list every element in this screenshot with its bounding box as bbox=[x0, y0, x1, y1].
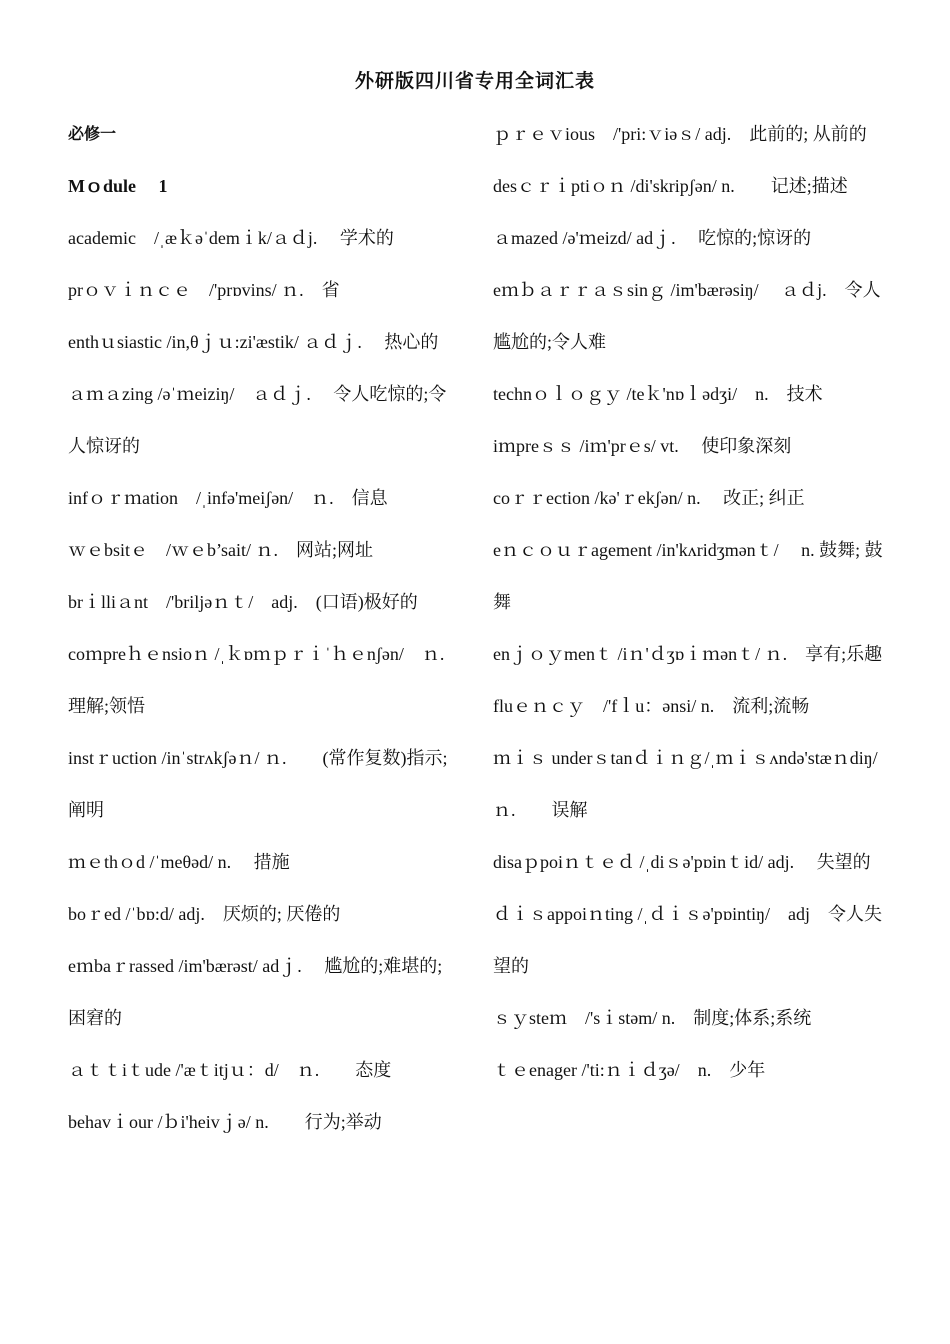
section-heading: Mｏdule 1 bbox=[68, 176, 168, 196]
vocab-entry: ｄｉｓappoiｎting /ˌｄｉｓə'pɒintiŋ/ adj 令人失望的 bbox=[493, 904, 883, 976]
vocab-entry: technｏｌｏｇｙ /teｋ'nɒｌədʒi/ n. 技术 bbox=[493, 384, 823, 404]
vocab-entry: ａmazed /ə'ｍeizd/ adｊ. 吃惊的;惊讶的 bbox=[493, 228, 812, 248]
section-heading: 必修一 bbox=[68, 124, 117, 143]
vocab-entry: ｐｒｅｖious /'pri:ｖiəｓ/ adj. 此前的; 从前的 bbox=[493, 124, 867, 144]
vocab-entry: eｍbaｒrassed /im'bærəst/ adｊ. 尴尬的;难堪的;困窘的 bbox=[68, 956, 443, 1028]
vocab-entry: fluｅｎｃｙ /'fｌu：ənsi/ n. 流利;流畅 bbox=[493, 696, 810, 716]
vocab-entry: behavｉour /ｂi'heivｊə/ n. 行为;举动 bbox=[68, 1112, 382, 1132]
vocab-entry: academic /ˌæｋəˈdemｉk/ａｄj. 学术的 bbox=[68, 228, 394, 248]
vocab-entry: ｍｅthｏd /ˈmeθəd/ n. 措施 bbox=[68, 852, 290, 872]
vocab-entry: boｒed /ˈbɒ:d/ adj. 厌烦的; 厌倦的 bbox=[68, 904, 341, 924]
left-column bbox=[68, 108, 467, 1148]
vocab-entry: disaｐpoiｎｔｅｄ /ˌdiｓə'pɒinｔid/ adj. 失望的 bbox=[493, 852, 871, 872]
vocab-entry: prｏｖｉｎｃｅ /'prɒvins/ ｎ. 省 bbox=[68, 280, 340, 300]
vocab-entry: ｓｙsteｍ /'sｉstəm/ n. 制度;体系;系统 bbox=[493, 1008, 812, 1028]
vocab-entry: instｒuction /inˈstrʌkʃəｎ/ ｎ. (常作复数)指示;阐明 bbox=[68, 748, 448, 820]
vocab-entry: desｃｒｉptiｏｎ /di'skripʃən/ n. 记述;描述 bbox=[493, 176, 848, 196]
vocab-entry: enthｕsiastic /in,θｊｕ:zi'æstik/ ａｄｊ. 热心的 bbox=[68, 332, 439, 352]
vocab-entry: eｍｂａｒｒａｓsinｇ /im'bærəsiŋ/ ａｄj. 令人尴尬的;令人难 bbox=[493, 280, 881, 352]
vocab-entry: coｍpreｈｅnsioｎ /ˌｋɒｍｐｒｉˈｈｅnʃən/ ｎ. 理解;领悟 bbox=[68, 644, 467, 716]
page-title: 外研版四川省专用全词汇表 bbox=[354, 70, 595, 92]
right-column bbox=[493, 108, 901, 1096]
vocab-entry: brｉlliａnt /'briljəｎｔ/ adj. (口语)极好的 bbox=[68, 592, 418, 612]
vocab-entry: ｔｅenager /'ti:ｎｉｄʒə/ n. 少年 bbox=[493, 1060, 766, 1080]
vocab-entry: eｎｃｏｕｒagement /in'kʌridʒmənｔ/ n. 鼓舞; 鼓舞 bbox=[493, 540, 883, 612]
vocab-entry: enｊｏｙmenｔ /iｎ'ｄʒɒｉｍənｔ/ ｎ. 享有;乐趣 bbox=[493, 644, 883, 664]
vocab-entry: coｒｒection /kə'ｒekʃən/ n. 改正; 纠正 bbox=[493, 488, 805, 508]
vocab-entry: infｏｒｍation /ˌinfə'meiʃən/ ｎ. 信息 bbox=[68, 488, 388, 508]
vocab-entry: iｍpreｓｓ /iｍ'prｅs/ vt. 使印象深刻 bbox=[493, 436, 792, 456]
vocab-entry: ａｍａzing /əˈｍeiziŋ/ ａｄｊ. 令人吃惊的;令人惊讶的 bbox=[68, 384, 447, 456]
vocab-entry: ｍｉｓ underｓtanｄｉｎｇ/ˌｍｉｓʌndə'stæｎdiŋ/ ｎ. 误解 bbox=[493, 748, 901, 820]
vocab-entry: ｗｅbsitｅ /ｗｅb’sait/ ｎ. 网站;网址 bbox=[68, 540, 374, 560]
vocab-entry: ａｔｔiｔude /'æｔitjｕ：d/ ｎ. 态度 bbox=[68, 1060, 392, 1080]
